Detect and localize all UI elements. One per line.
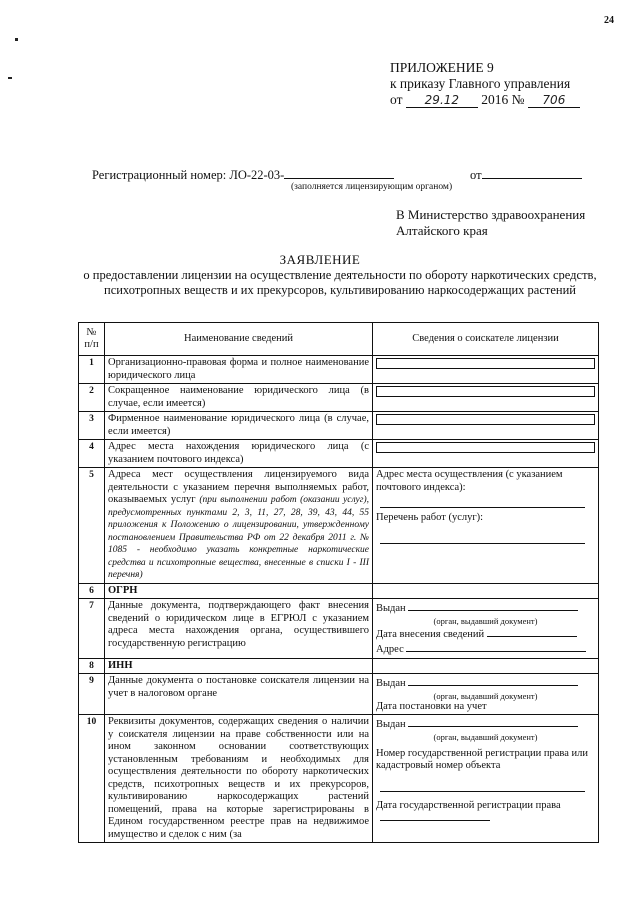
table-row: 7 Данные документа, подтверждающего факт внесения сведений о юридическом лице в ЕГРЮЛ с указанием адреса места нахождения органа, осуществившего государственную регистрацию Выдан (орган, выдавший документ) Дата внесения сведений Адрес [79, 599, 599, 659]
table-row: 1 Организационно-правовая форма и полное наименование юридического лица [79, 356, 599, 384]
registration-note: (заполняется лицензирующим органом) [291, 182, 453, 192]
registration-date-field[interactable] [482, 167, 582, 179]
appendix-date-line: от 29.12 2016 № 706 [390, 92, 580, 108]
table-row: 10 Реквизиты документов, содержащих сведения о наличии у соискателя лицензии на праве собственности или на ином законном основании соответствующих установленным требованиям и необходимых для осуществления деятельности по обороту наркотических средств, психотропных веществ и их прекурсоров, культивированию наркосодержащих растений помещений, права на которые зарегистрированы в Едином государственном реестре прав на недвижимое имущество и сделок с ним (за Выдан (орган, выдавший документ) Номер государственной регистрации права или кадастровый номер объекта Дата государственной регистрации права [79, 715, 599, 843]
table-row: 2 Сокращенное наименование юридического лица (в случае, если имеется) [79, 384, 599, 412]
scan-speck [15, 38, 18, 41]
table-row: 3 Фирменное наименование юридического лица (в случае, если имеется) [79, 412, 599, 440]
row-5-value[interactable]: Адрес места осуществления (с указанием почтового индекса): Перечень работ (услуг): [373, 468, 599, 584]
table-header-row [79, 323, 599, 356]
header-name: Наименование сведений [105, 323, 373, 356]
appendix-order: к приказу Главного управления [390, 76, 571, 91]
table-row: 4 Адрес места нахождения юридического лица (с указанием почтового индекса) [79, 440, 599, 468]
row-6-value[interactable] [373, 583, 599, 599]
page-number: 24 [604, 15, 614, 26]
registration-number: Регистрационный номер: ЛО-22-03- [92, 167, 394, 183]
document-title: ЗАЯВЛЕНИЕ [279, 252, 361, 267]
appendix-title: ПРИЛОЖЕНИЕ 9 [390, 60, 494, 75]
addressee: В Министерство здравоохранения Алтайского края [396, 207, 586, 238]
handwritten-number: 706 [528, 94, 580, 108]
row-10-value[interactable]: Выдан (орган, выдавший документ) Номер государственной регистрации права или кадастровый номер объекта Дата государственной регистрации права [373, 715, 599, 843]
row-4-value[interactable] [373, 440, 599, 468]
registration-number-field[interactable] [284, 167, 394, 179]
handwritten-date: 29.12 [406, 94, 478, 108]
table-row: 9 Данные документа о постановке соискателя лицензии на учет в налоговом органе Выдан (орган, выдавший документ) Дата постановки на учет [79, 674, 599, 715]
row-9-value[interactable]: Выдан (орган, выдавший документ) Дата постановки на учет [373, 674, 599, 715]
row-3-value[interactable] [373, 412, 599, 440]
registration-date: от [470, 167, 582, 183]
document-subtitle: о предоставлении лицензии на осуществление деятельности по обороту наркотических средств, психотропных веществ и их прекурсоров, культивированию наркосодержащих растений [83, 268, 597, 297]
scan-speck [8, 77, 12, 79]
row-8-value[interactable] [373, 658, 599, 674]
table-row: 5 Адреса мест осуществления лицензируемого вида деятельности с указанием перечня выполняемых работ, оказываемых услуг (при выполнении работ (оказании услуг), предусмотренных пунктами 2, 3, 11, 27, 28, 39, 43, 44, 55 приложения к Положению о лицензировании, утвержденному постановлением Правительства РФ от 22 декабря 2011 г. № 1085 - необходимо указать конкретные наркотические средства и психотропные вещества, внесенные в списки I - III перечня) Адрес места осуществления (с указанием почтового индекса): Перечень работ (услуг): [79, 468, 599, 584]
header-info: Сведения о соискателе лицензии [373, 323, 599, 356]
table-row: 8 ИНН [79, 658, 599, 674]
row-2-value[interactable] [373, 384, 599, 412]
header-num: № п/п [79, 323, 105, 356]
table-row: 6 ОГРН [79, 583, 599, 599]
row-1-value[interactable] [373, 356, 599, 384]
appendix-block [390, 60, 580, 108]
row-7-value[interactable]: Выдан (орган, выдавший документ) Дата внесения сведений Адрес [373, 599, 599, 659]
application-table [78, 322, 599, 843]
